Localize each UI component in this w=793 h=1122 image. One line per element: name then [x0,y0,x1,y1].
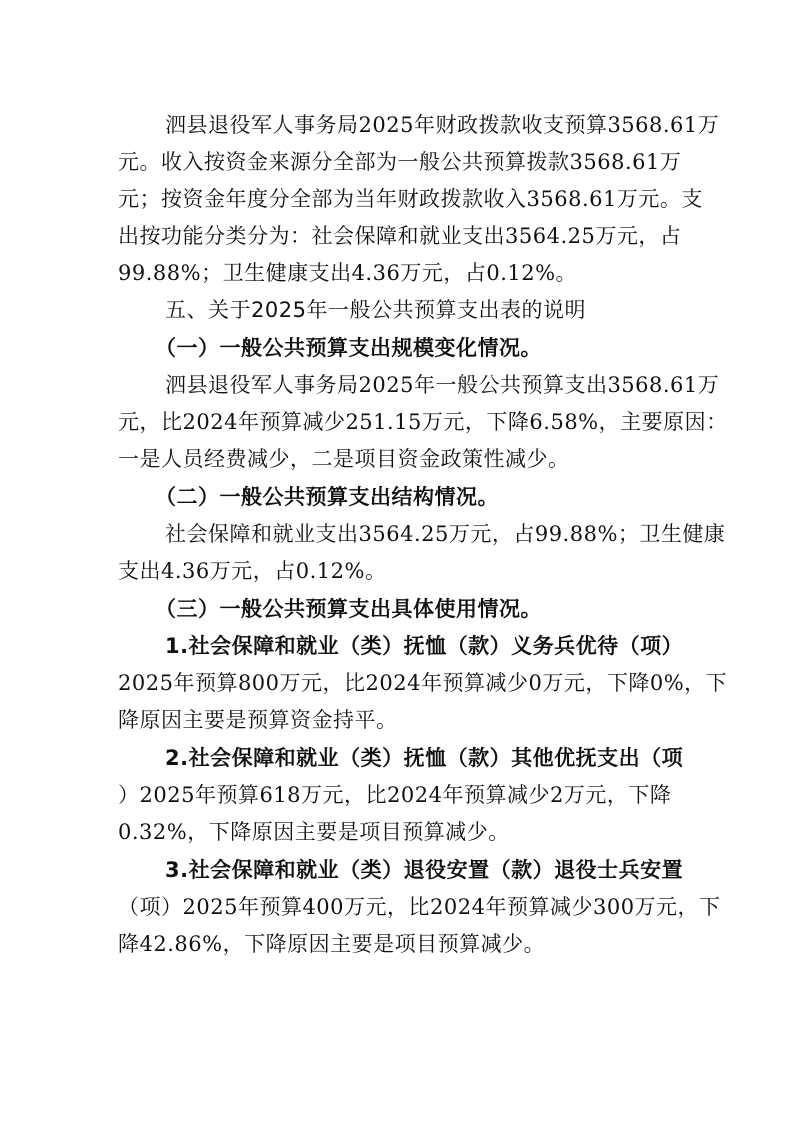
body-paragraph-line: 社会保障和就业支出3564.25万元，占99.88%；卫生健康 [165,522,726,546]
body-paragraph-line: （项）2025年预算400万元，比2024年预算减少300万元，下 [118,895,721,919]
body-paragraph-line: 元，比2024年预算减少251.15万元，下降6.58%，主要原因： [118,410,728,434]
item-heading: 1.社会保障和就业（类）抚恤（款）义务兵优待（项） [165,634,684,658]
item-heading: 2.社会保障和就业（类）抚恤（款）其他优抚支出（项 [165,746,684,770]
subsection-heading: （三）一般公共预算支出具体使用情况。 [155,597,542,621]
body-paragraph-line: 0.32%，下降原因主要是项目预算减少。 [118,820,510,844]
section-heading: 五、关于2025年一般公共预算支出表的说明 [165,298,586,322]
body-paragraph-line: 支出4.36万元，占0.12%。 [118,559,387,583]
body-paragraph-line: 元；按资金年度分全部为当年财政拨款收入3568.61万元。支 [118,187,703,211]
body-paragraph-line: 泗县退役军人事务局2025年财政拨款收支预算3568.61万 [165,113,720,137]
body-paragraph-line: 泗县退役军人事务局2025年一般公共预算支出3568.61万 [165,373,720,397]
subsection-heading: （一）一般公共预算支出规模变化情况。 [155,336,542,360]
body-paragraph-line: 元。收入按资金来源分全部为一般公共预算拨款3568.61万 [118,150,682,174]
body-paragraph-line: ）2025年预算618万元，比2024年预算减少2万元，下降 [118,783,672,807]
item-heading: 3.社会保障和就业（类）退役安置（款）退役士兵安置 [165,858,684,882]
body-paragraph-line: 出按功能分类分为：社会保障和就业支出3564.25万元，占 [118,224,682,248]
body-paragraph-line: 2025年预算800万元，比2024年预算减少0万元，下降0%，下 [118,671,728,695]
subsection-heading: （二）一般公共预算支出结构情况。 [155,485,499,509]
body-paragraph-line: 降原因主要是预算资金持平。 [118,708,398,732]
body-paragraph-line: 降42.86%，下降原因主要是项目预算减少。 [118,932,546,956]
body-paragraph-line: 一是人员经费减少，二是项目资金政策性减少。 [118,447,570,471]
body-paragraph-line: 99.88%；卫生健康支出4.36万元，占0.12%。 [118,261,578,285]
